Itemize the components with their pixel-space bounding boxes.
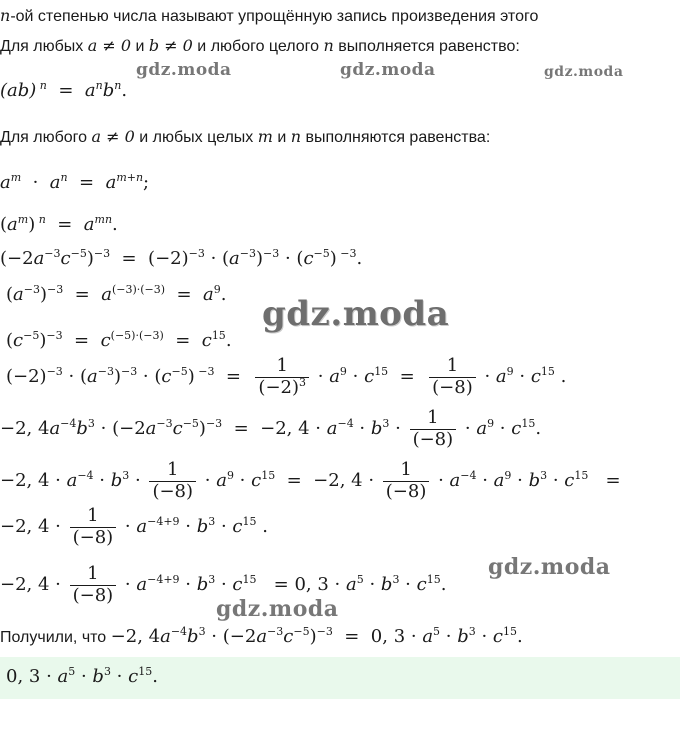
formula-step2: −2, $4 \cdot a^{-4} \cdot b^3$ · $\frac{1}{(-8)}$ · $a^9 \cdot c^{15} = -2$, 4 · $\frac{1}{(-8)}$ · $a^{-4} \cdot a^9 \cdot b^3 \cdot c^{15}$ = xyxy=(0,459,621,502)
var-n: n xyxy=(0,6,11,25)
watermark: gdz.moda xyxy=(544,64,624,80)
rule2-text: Для любого a ≠ 0 и любых целых m и n выполняются равенства: xyxy=(0,127,491,146)
formula-step3: −2, 4 · $\frac{1}{(-8)}$ · $a^{-4+9} \cdot b^3 \cdot c^{15}$ . xyxy=(0,505,268,548)
formula-substitute: $(-2)^{-3} \cdot (a^{-3})^{-3} \cdot (c^{-5}) ^{-3}$ = $\frac{1}{(-2)^3}$ · $a^9 \cdot c^{15}$ = $\frac{1}{(-8)}$ · $a^9 \cdot c^{15}$ . xyxy=(6,355,567,398)
conclusion: Получили, что −2, $4a^{-4}b^3 \cdot (-2a^{-3}c^{-5})^{-3} = 0$, $3 \cdot a^5 \cdot b^3 \cdot c^{15}$. xyxy=(0,625,523,647)
answer-box xyxy=(0,657,680,699)
formula-step4: −2, 4 · $\frac{1}{(-8)}$ · $a^{-4+9} \cdot b^3 \cdot c^{15} = 0$, $3 \cdot a^5 \cdot b^3 \cdot c^{15}$. xyxy=(0,563,447,606)
intro-text: n-ой степенью числа называют упрощённую запись произведения этого xyxy=(0,6,539,25)
formula-power-of-power: $(a^m) ^n = a^{mn}$. xyxy=(0,213,118,235)
formula-power-of-product: (ab) $^n = a^nb^n$. xyxy=(0,79,128,101)
watermark: gdz.moda xyxy=(216,596,339,622)
answer-text: 0, $3 \cdot a^5 \cdot b^3 \cdot c^{15}$. xyxy=(6,665,158,687)
watermark: gdz.moda xyxy=(488,554,611,580)
watermark: gdz.moda xyxy=(262,294,450,334)
formula-a-power: $(a^{-3})^{-3} = a^{(-3)\cdot(-3)} = a^9$. xyxy=(6,283,227,305)
formula-product-of-powers: $a^m \cdot a^n = a^{m+n}$; xyxy=(0,171,150,193)
formula-expand: $(-2a^{-3}c^{-5})^{-3} = (-2)^{-3} \cdot (a^{-3})^{-3} \cdot (c^{-5})$ $^{-3}$. xyxy=(0,247,363,269)
formula-c-power: $(c^{-5})^{-3} = c^{(-5)\cdot(-3)} = c^{15}$. xyxy=(6,329,232,351)
formula-step1: −2, $4a^{-4}b^3 \cdot (-2a^{-3}c^{-5})^{-3} = -2$, $4 \cdot a^{-4} \cdot b^3$ · $\frac{1}{(-8)}$ · $a^9 \cdot c^{15}$. xyxy=(0,407,542,450)
watermark: gdz.moda xyxy=(136,60,232,80)
watermark: gdz.moda xyxy=(340,60,436,80)
rule1-text: Для любых a ≠ 0 и b ≠ 0 и любого целого n выполняется равенство: xyxy=(0,36,520,55)
